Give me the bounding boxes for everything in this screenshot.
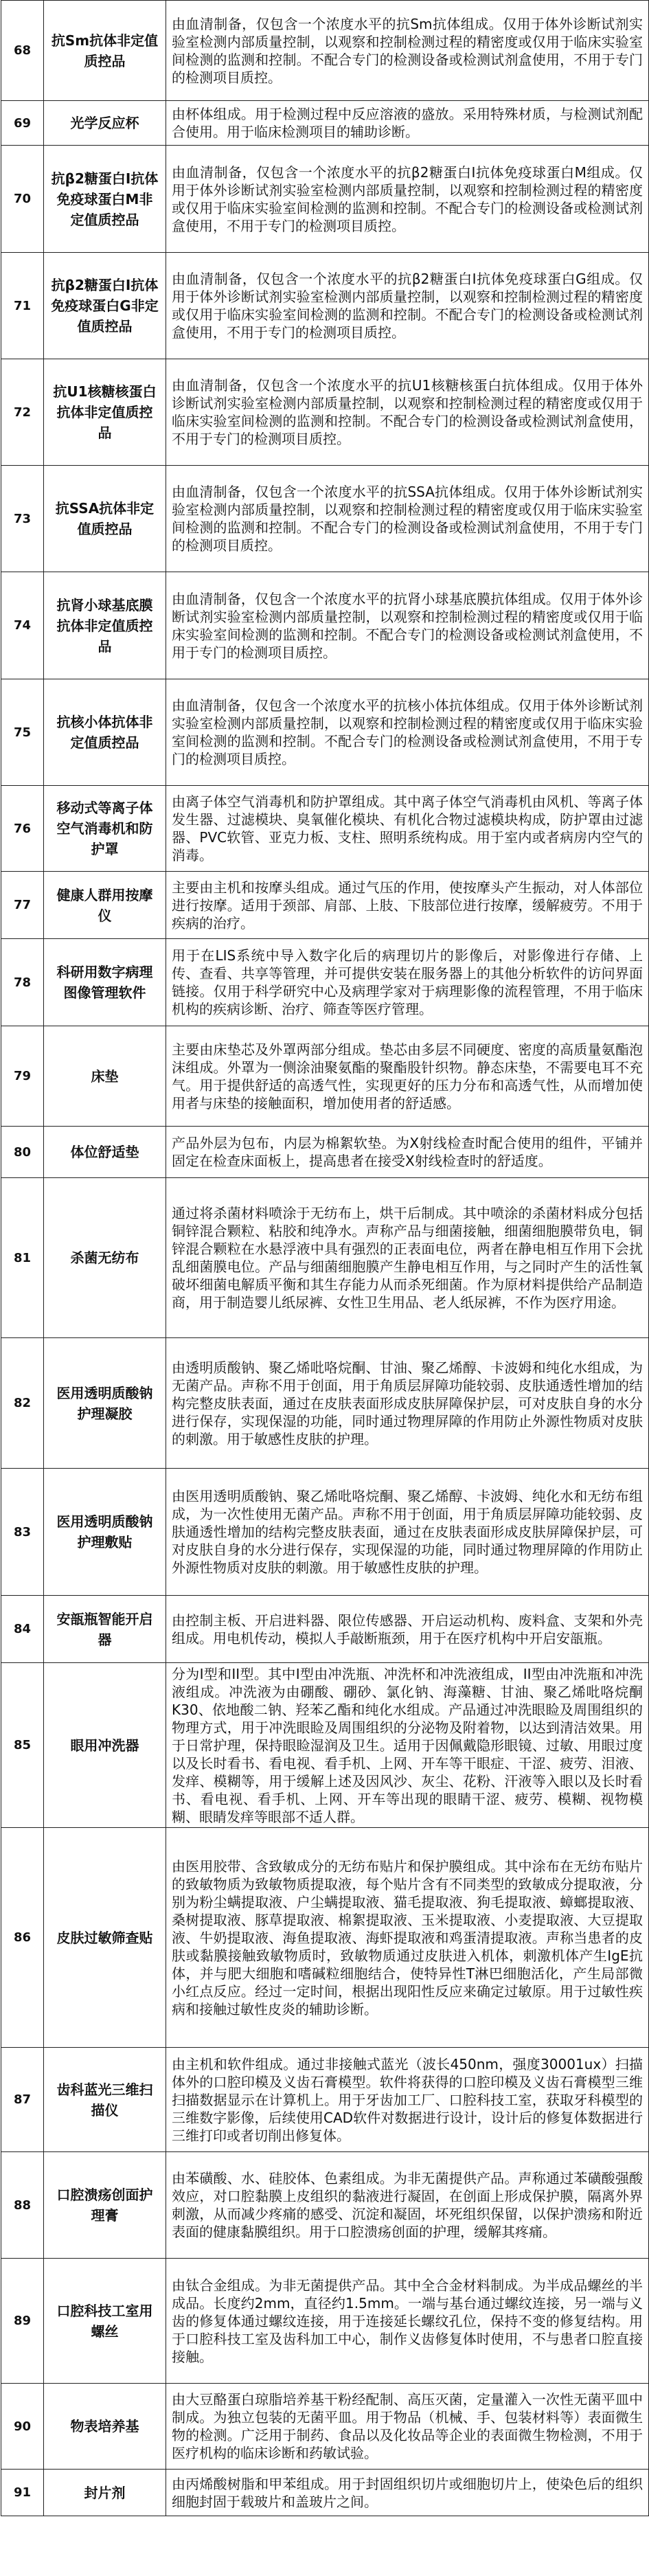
table-row	[1, 786, 649, 872]
product-description: 由离子体空气消毒机和防护罩组成。其中离子体空气消毒机由风机、等离子体发生器、过滤模块、臭氧催化模块、有机化合物过滤模块构成，防护罩由过滤器、PVC软管、亚克力板、支柱、照明系统构成。用于室内或者病房内空气的消毒。	[166, 786, 649, 872]
product-description: 通过将杀菌材料喷涂于无纺布上，烘干后制成。其中喷涂的杀菌材料成分包括铜锌混合颗粒、粘胶和纯净水。声称产品与细菌接触，细菌细胞膜带负电，铜锌混合颗粒在水悬浮液中具有强烈的正表面电位，两者在静电相互作用下会扰乱细菌膜电位。产品与细菌细胞膜产生静电相互作用，与之同时产生的活性氧破坏细菌电解质平衡和其生存能力从而杀死细菌。作为原材料提供给产品制造商，用于制造婴儿纸尿裤、女性卫生用品、老人纸尿裤，不作为医疗用途。	[166, 1178, 649, 1338]
product-name: 物表培养基	[44, 2384, 166, 2470]
row-number: 79	[1, 1026, 44, 1127]
row-number: 71	[1, 253, 44, 359]
table-row	[1, 1026, 649, 1127]
product-name: 皮肤过敏筛查贴	[44, 1828, 166, 2048]
table-row	[1, 1127, 649, 1178]
row-number: 73	[1, 466, 44, 572]
table-row	[1, 359, 649, 466]
product-name: 抗核小体抗体非定值质控品	[44, 679, 166, 786]
table-row	[1, 101, 649, 146]
table-row	[1, 2152, 649, 2259]
row-number: 89	[1, 2259, 44, 2384]
product-name: 抗β2糖蛋白Ⅰ抗体免疫球蛋白M非定值质控品	[44, 146, 166, 253]
row-number: 82	[1, 1338, 44, 1469]
table-row	[1, 146, 649, 253]
product-description: 由血清制备，仅包含一个浓度水平的抗U1核糖核蛋白抗体组成。仅用于体外诊断试剂实验室检测内部质量控制，以观察和控制检测过程的精密度或仅用于临床实验室间检测的监测和控制。不配合专门的检测设备或检测试剂盒使用，不用于专门的检测项目质控。	[166, 359, 649, 466]
table-row	[1, 1, 649, 101]
product-description: 由血清制备，仅包含一个浓度水平的抗SSA抗体组成。仅用于体外诊断试剂实验室检测内部质量控制，以观察和控制检测过程的精密度或仅用于临床实验室间检测的监测和控制。不配合专门的检测设备或检测试剂盒使用，不用于专门的检测项目质控。	[166, 466, 649, 572]
product-name: 医用透明质酸钠护理凝胶	[44, 1338, 166, 1469]
product-name: 医用透明质酸钠护理敷贴	[44, 1469, 166, 1596]
product-name: 床垫	[44, 1026, 166, 1127]
product-name: 科研用数字病理图像管理软件	[44, 939, 166, 1026]
row-number: 75	[1, 679, 44, 786]
table-row	[1, 1469, 649, 1596]
row-number: 84	[1, 1596, 44, 1663]
table-row	[1, 1178, 649, 1338]
row-number: 74	[1, 572, 44, 679]
product-name: 口腔溃疡创面护理膏	[44, 2152, 166, 2259]
product-description: 由苯磺酸、水、硅胶体、色素组成。为非无菌提供产品。声称通过苯磺酸强酸效应，对口腔黏膜上皮组织的黏液进行凝固，在创面上形成保护膜，隔离外界刺激，从而减少疼痛的感受、沉淀和凝固，坏死组织保留，以保护溃疡和附近表面的健康黏膜组织。用于口腔溃疡创面的护理，缓解其疼痛。	[166, 2152, 649, 2259]
row-number: 91	[1, 2470, 44, 2516]
row-number: 81	[1, 1178, 44, 1338]
product-description: 由主机和软件组成。通过非接触式蓝光（波长450nm，强度30001ux）扫描体外的口腔印模及义齿石膏模型。软件将获得的口腔印模及义齿石膏模型三维扫描数据显示在计算机上。用于牙齿加工厂、口腔科技工室，获取牙科模型的三维数字影像，后续使用CAD软件对数据进行设计，设计后的修复体数据进行三维打印或者切削出修复体。	[166, 2048, 649, 2152]
table-row	[1, 2384, 649, 2470]
table-row	[1, 466, 649, 572]
product-name: 杀菌无纺布	[44, 1178, 166, 1338]
product-description: 由血清制备，仅包含一个浓度水平的抗肾小球基底膜抗体组成。仅用于体外诊断试剂实验室检测内部质量控制，以观察和控制检测过程的精密度或仅用于临床实验室间检测的监测和控制。不配合专门的检测设备或检测试剂盒使用，不用于专门的检测项目质控。	[166, 572, 649, 679]
product-name: 移动式等离子体空气消毒机和防护罩	[44, 786, 166, 872]
row-number: 70	[1, 146, 44, 253]
table-row	[1, 939, 649, 1026]
row-number: 86	[1, 1828, 44, 2048]
product-name: 封片剂	[44, 2470, 166, 2516]
product-name: 眼用冲洗器	[44, 1663, 166, 1828]
table-row	[1, 1663, 649, 1828]
table-row	[1, 2048, 649, 2152]
table-row	[1, 572, 649, 679]
product-description: 用于在LIS系统中导入数字化后的病理切片的影像后，对影像进行存储、上传、查看、共享等管理，并可提供安装在服务器上的其他分析软件的访问界面链接。仅用于科学研究中心及病理学家对于病理影像的流程管理，不用于临床机构的疾病诊断、治疗、筛查等医疗管理。	[166, 939, 649, 1026]
product-description: 分为I型和II型。其中I型由冲洗瓶、冲洗杯和冲洗液组成，II型由冲洗瓶和冲洗液组成。冲洗液为由硼酸、硼砂、氯化钠、海藻糖、甘油、聚乙烯吡咯烷酮K30、依地酸二钠、羟苯乙酯和纯化水组成。产品通过冲洗眼睑及周围组织的物理方式，用于冲洗眼睑及周围组织的分泌物及附着物，以达到清洁效果。用于日常护理，保持眼睑湿润及卫生。适用于因佩戴隐形眼镜、过敏、用眼过度以及长时看书、看电视、看手机、上网、开车等干眼症、干涩、疲劳、泪液、发痒、模糊等，用于缓解上述及因风沙、灰尘、花粉、汗液等入眼以及长时看书、看电视、看手机、上网、开车等出现的眼睛干涩、疲劳、模糊、视物模糊、眼睛发痒等眼部不适人群。	[166, 1663, 649, 1828]
table-row	[1, 2470, 649, 2516]
product-description: 由医用胶带、含致敏成分的无纺布贴片和保护膜组成。其中涂布在无纺布贴片的致敏物质为致敏物质提取液，每个贴片含有不同类型的致敏成分提取液，分别为粉尘螨提取液、户尘螨提取液、猫毛提取液、狗毛提取液、蟑螂提取液、桑树提取液、豚草提取液、棉絮提取液、玉米提取液、小麦提取液、大豆提取液、牛奶提取液、海鱼提取液、海虾提取液和鸡蛋清提取液。声称当患者的皮肤或黏膜接触致敏物质时，致敏物质通过皮肤进入机体，刺激机体产生IgE抗体，并与肥大细胞和嗜碱粒细胞结合，使特异性T淋巴细胞活化，产生局部微小红点反应。经过一定时间，根据出现阳性反应来确定过敏原。用于过敏性疾病和接触过敏性皮炎的辅助诊断。	[166, 1828, 649, 2048]
product-description: 由丙烯酸树脂和甲苯组成。用于封固组织切片或细胞切片上，使染色后的组织细胞封固于载玻片和盖玻片之间。	[166, 2470, 649, 2516]
product-description: 由医用透明质酸钠、聚乙烯吡咯烷酮、聚乙烯醇、卡波姆、纯化水和无纺布组成，为一次性使用无菌产品。声称不用于创面，用于角质层屏障功能较弱、皮肤通透性增加的结构完整皮肤表面，通过在皮肤表面形成皮肤屏障保护层，可对皮肤自身的水分进行保存，实现保湿的功能，同时通过物理屏障的作用防止外源性物质对皮肤的刺激。用于敏感性皮肤的护理。	[166, 1469, 649, 1596]
row-number: 77	[1, 872, 44, 939]
table-row	[1, 1338, 649, 1469]
product-description: 由透明质酸钠、聚乙烯吡咯烷酮、甘油、聚乙烯醇、卡波姆和纯化水组成，为无菌产品。声称不用于创面，用于角质层屏障功能较弱、皮肤通透性增加的结构完整皮肤表面，通过在皮肤表面形成皮肤屏障保护层，可对皮肤自身的水分进行保存，实现保湿的功能，同时通过物理屏障的作用防止外源性物质对皮肤的刺激。用于敏感性皮肤的护理。	[166, 1338, 649, 1469]
row-number: 68	[1, 1, 44, 101]
product-name: 抗β2糖蛋白Ⅰ抗体免疫球蛋白G非定值质控品	[44, 253, 166, 359]
table-row	[1, 679, 649, 786]
product-name: 抗Sm抗体非定值质控品	[44, 1, 166, 101]
row-number: 69	[1, 101, 44, 146]
product-description: 由血清制备，仅包含一个浓度水平的抗Sm抗体组成。仅用于体外诊断试剂实验室检测内部质量控制，以观察和控制检测过程的精密度或仅用于临床实验室间检测的监测和控制。不配合专门的检测设备或检测试剂盒使用，不用于专门的检测项目质控。	[166, 1, 649, 101]
product-name: 安瓿瓶智能开启器	[44, 1596, 166, 1663]
product-description: 由血清制备，仅包含一个浓度水平的抗核小体抗体组成。仅用于体外诊断试剂实验室检测内部质量控制，以观察和控制检测过程的精密度或仅用于临床实验室间检测的监测和控制。不配合专门的检测设备或检测试剂盒使用，不用于专门的检测项目质控。	[166, 679, 649, 786]
product-name: 抗U1核糖核蛋白抗体非定值质控品	[44, 359, 166, 466]
product-description: 由杯体组成。用于检测过程中反应溶液的盛放。采用特殊材质，与检测试剂配合使用。用于临床检测项目的辅助诊断。	[166, 101, 649, 146]
product-description: 由钛合金组成。为非无菌提供产品。其中全合金材料制成。为半成品螺丝的半成品。长度约2mm，直径约1.5mm。一端与基台通过螺纹连接，另一端与义齿的修复体通过螺纹连接，用于连接延长螺纹孔位，保持不变的修复结构。用于口腔科技工室及齿科加工中心，制作义齿修复体时使用，不与患者口腔直接接触。	[166, 2259, 649, 2384]
table-row	[1, 1596, 649, 1663]
product-description: 由血清制备，仅包含一个浓度水平的抗β2糖蛋白Ⅰ抗体免疫球蛋白G组成。仅用于体外诊断试剂实验室检测内部质量控制，以观察和控制检测过程的精密度或仅用于临床实验室间检测的监测和控制。不配合专门的检测设备或检测试剂盒使用，不用于专门的检测项目质控。	[166, 253, 649, 359]
product-name: 健康人群用按摩仪	[44, 872, 166, 939]
product-description: 由控制主板、开启进料器、限位传感器、开启运动机构、废料盒、支架和外壳组成。用电机传动，模拟人手敲断瓶颈，用于在医疗机构中开启安瓿瓶。	[166, 1596, 649, 1663]
row-number: 83	[1, 1469, 44, 1596]
table-row	[1, 872, 649, 939]
row-number: 90	[1, 2384, 44, 2470]
device-classification-table	[1, 0, 649, 2516]
product-description: 主要由床垫芯及外罩两部分组成。垫芯由多层不同硬度、密度的高质量氨酯泡沫组成。外罩为一侧涂油聚氨酯的聚酯股针织物。静态床垫，不需要电耳不充气。用于提供舒适的高透气性，实现更好的压力分布和高透气性，从而增加使用者与床垫的接触面积，增加使用者的舒适感。	[166, 1026, 649, 1127]
product-name: 口腔科技工室用螺丝	[44, 2259, 166, 2384]
row-number: 85	[1, 1663, 44, 1828]
row-number: 76	[1, 786, 44, 872]
table-row	[1, 2259, 649, 2384]
table-row	[1, 1828, 649, 2048]
product-name: 抗肾小球基底膜抗体非定值质控品	[44, 572, 166, 679]
row-number: 72	[1, 359, 44, 466]
row-number: 80	[1, 1127, 44, 1178]
product-name: 抗SSA抗体非定值质控品	[44, 466, 166, 572]
product-description: 由血清制备，仅包含一个浓度水平的抗β2糖蛋白Ⅰ抗体免疫球蛋白M组成。仅用于体外诊断试剂实验室检测内部质量控制，以观察和控制检测过程的精密度或仅用于临床实验室间检测的监测和控制。不配合专门的检测设备或检测试剂盒使用，不用于专门的检测项目质控。	[166, 146, 649, 253]
product-name: 体位舒适垫	[44, 1127, 166, 1178]
product-name: 光学反应杯	[44, 101, 166, 146]
row-number: 87	[1, 2048, 44, 2152]
product-description: 产品外层为包布，内层为棉絮软垫。为X射线检查时配合使用的组件，平铺并固定在检查床面板上，提高患者在接受X射线检查时的舒适度。	[166, 1127, 649, 1178]
product-name: 齿科蓝光三维扫描仪	[44, 2048, 166, 2152]
product-description: 主要由主机和按摩头组成。通过气压的作用，使按摩头产生振动，对人体部位进行按摩。适用于颈部、肩部、上肢、下肢部位进行按摩，缓解疲劳。不用于疾病的治疗。	[166, 872, 649, 939]
row-number: 78	[1, 939, 44, 1026]
row-number: 88	[1, 2152, 44, 2259]
table-row	[1, 253, 649, 359]
product-description: 由大豆酪蛋白琼脂培养基干粉经配制、高压灭菌，定量灌入一次性无菌平皿中制成。为独立包装的无菌平皿。用于物品（机械、手、包装材料等）表面微生物的检测。广泛用于制药、食品以及化妆品等企业的表面微生物检测，不用于医疗机构的临床诊断和药敏试验。	[166, 2384, 649, 2470]
